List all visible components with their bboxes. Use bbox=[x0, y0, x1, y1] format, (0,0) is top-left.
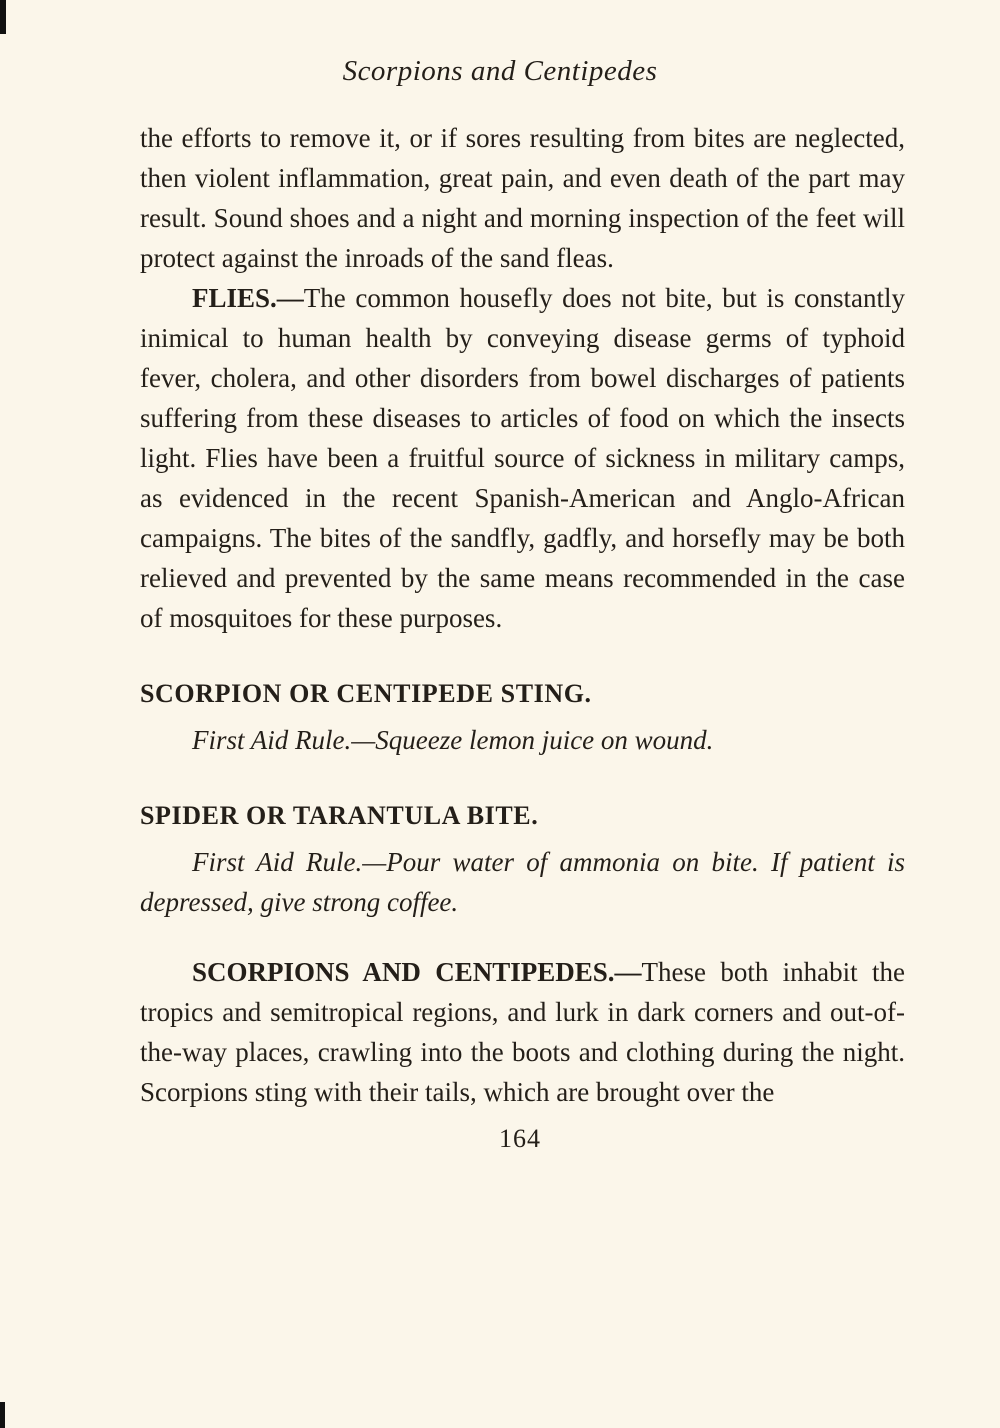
scan-artifact-top-left bbox=[0, 0, 6, 34]
scorpions-lead-in: SCORPIONS AND CENTIPEDES.— bbox=[192, 957, 642, 987]
paragraph-scorpions-and-centipedes bbox=[140, 952, 905, 1112]
page-number: 164 bbox=[499, 1124, 541, 1153]
heading-spider-or-tarantula-bite: SPIDER OR TARANTULA BITE. bbox=[140, 801, 539, 830]
paragraph-flies bbox=[140, 278, 905, 638]
flies-lead-in: FLIES.— bbox=[192, 283, 304, 313]
page-body bbox=[140, 118, 905, 1112]
running-head: Scorpions and Centipedes bbox=[342, 55, 658, 87]
flies-text: The common housefly does not bite, but is constantly inimical to human health by conveying disease germs of typhoid fever, cholera, and other disorders from bowel discharges of patients suffering from these diseases to articles of food on which the insects light. Flies have been a fruitful source of sickness in military camps, as evidenced in the recent Spanish-American and Anglo-African campaigns. The bites of the sandfly, gadfly, and horsefly may be both relieved and prevented by the same means recommended in the case of mosquitoes for these purposes. bbox=[140, 283, 905, 633]
first-aid-rule-spider-bite: First Aid Rule.—Pour water of ammonia on bite. If patient is depressed, give strong coffee. bbox=[140, 847, 905, 917]
scan-artifact-bottom-left bbox=[0, 1402, 5, 1428]
paragraph-sand-fleas bbox=[140, 118, 905, 278]
scorpions-text: These both inhabit the tropics and semitropical regions, and lurk in dark corners and out-of-the-way places, crawling into the boots and clothing during the night. Scorpions sting with their tails, which are brought over the bbox=[140, 957, 905, 1107]
first-aid-rule-scorpion-sting: First Aid Rule.—Squeeze lemon juice on wound. bbox=[192, 725, 714, 755]
paragraph-sand-fleas-text: the efforts to remove it, or if sores resulting from bites are neglected, then violent inflammation, great pain, and even death of the part may result. Sound shoes and a night and morning inspection of the feet will protect against the inroads of the sand fleas. bbox=[140, 123, 905, 273]
heading-scorpion-or-centipede-sting: SCORPION OR CENTIPEDE STING. bbox=[140, 679, 592, 708]
